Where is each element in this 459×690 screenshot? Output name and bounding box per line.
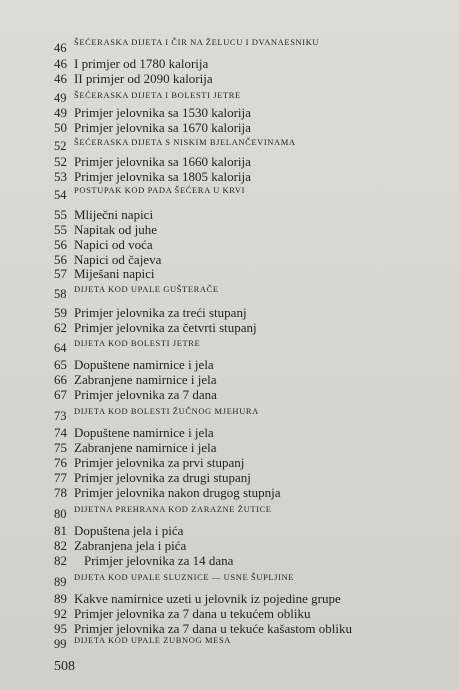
toc-page-number: 92 (54, 606, 67, 621)
toc-page-number: 46 (54, 56, 67, 71)
toc-page-number: 82 (54, 553, 67, 568)
toc-heading-text: DIJETA KOD BOLESTI JETRE (74, 338, 201, 348)
toc-entry-text: Primjer jelovnika sa 1805 kalorija (74, 169, 251, 184)
toc-entry-text: Primjer jelovnika sa 1660 kalorija (74, 154, 251, 169)
toc-entry-text: Napitak od juhe (74, 222, 158, 237)
toc-page-number: 53 (54, 169, 67, 184)
toc-heading-text: DIJETA KOD UPALE GUŠTERAČE (74, 284, 219, 294)
toc-entry-text: Mliječni napici (74, 207, 154, 222)
toc-heading-text: DIJETA KOD UPALE SLUZNICE — USNE ŠUPLJINE (74, 572, 295, 582)
toc-page-number: 75 (54, 440, 67, 455)
toc-entry-text: Primjer jelovnika za 7 dana u tekuće kašastom obliku (74, 621, 352, 636)
toc-page-number: 46 (54, 71, 67, 86)
toc-page-number: 89 (54, 575, 67, 589)
toc-heading-text: POSTUPAK KOD PADA ŠEĆERA U KRVI (74, 185, 246, 195)
toc-page-number: 54 (54, 188, 67, 202)
toc-page-number: 81 (54, 523, 67, 538)
toc-entry-text: Dopuštena jela i pića (74, 523, 184, 538)
toc-heading-text: DIJETA KOD BOLESTI ŽUČNOG MJEHURA (74, 406, 259, 416)
toc-page-number: 49 (54, 91, 67, 105)
toc-heading-text: ŠEĆERASKA DIJETA I ČIR NA ŽELUCU I DVANAESNIKU (74, 37, 320, 47)
toc-entry-text: Primjer jelovnika za treći stupanj (74, 305, 247, 320)
toc-entry-text: Primjer jelovnika za 7 dana (74, 387, 217, 402)
toc-entry-text: Napici od čajeva (74, 252, 162, 267)
toc-page-number: 55 (54, 222, 67, 237)
toc-page-number: 57 (54, 266, 67, 281)
toc-page-number: 89 (54, 591, 67, 606)
toc-page-number: 49 (54, 105, 67, 120)
toc-page-number: 52 (54, 139, 67, 153)
toc-entry-text: I primjer od 1780 kalorija (74, 56, 209, 71)
toc-entry-text: Primjer jelovnika za 14 dana (84, 553, 234, 568)
toc-entry-text: Napici od voća (74, 237, 153, 252)
toc-page-number: 62 (54, 320, 67, 335)
toc-entry-text: Primjer jelovnika nakon drugog stupnja (74, 485, 281, 500)
toc-entry-text: Primjer jelovnika sa 1670 kalorija (74, 120, 251, 135)
toc-page-number: 66 (54, 372, 67, 387)
toc-heading-text: ŠEĆERASKA DIJETA I BOLESTI JETRE (74, 90, 241, 100)
toc-page-number: 95 (54, 621, 67, 636)
toc-page-number: 58 (54, 287, 67, 301)
toc-page-number: 78 (54, 485, 67, 500)
toc-entry-text: Kakve namirnice uzeti u jelovnik iz pojedine grupe (74, 591, 341, 606)
toc-entry-text: Zabranjene namirnice i jela (74, 440, 217, 455)
toc-entry-text: II primjer od 2090 kalorija (74, 71, 213, 86)
toc-page-number: 82 (54, 538, 67, 553)
toc-page-number: 76 (54, 455, 67, 470)
toc-page-number: 55 (54, 207, 67, 222)
toc-entry-text: Zabranjena jela i pića (74, 538, 187, 553)
toc-entry-text: Dopuštene namirnice i jela (74, 357, 214, 372)
toc-page-number: 52 (54, 154, 67, 169)
toc-entry-text: Primjer jelovnika za 7 dana u tekućem obliku (74, 606, 311, 621)
toc-page-number: 65 (54, 357, 67, 372)
toc-page-number: 50 (54, 120, 67, 135)
toc-heading-text: DIJETA KOD UPALE ZUBNOG MESA (74, 635, 232, 645)
toc-entry-text: Dopuštene namirnice i jela (74, 425, 214, 440)
toc-page-number: 77 (54, 470, 67, 485)
toc-page-number: 59 (54, 305, 67, 320)
toc-entry-text: Primjer jelovnika sa 1530 kalorija (74, 105, 251, 120)
toc-heading-text: ŠEĆERASKA DIJETA S NISKIM BJELANČEVINAMA (74, 137, 296, 147)
toc-entry-text: Primjer jelovnika za prvi stupanj (74, 455, 245, 470)
toc-page-number: 64 (54, 341, 67, 355)
toc-entry-text: Primjer jelovnika za četvrti stupanj (74, 320, 257, 335)
toc-entry-text: Primjer jelovnika za drugi stupanj (74, 470, 251, 485)
toc-page-number: 46 (54, 41, 67, 55)
page-number: 508 (54, 659, 75, 674)
toc-heading-text: DIJETNA PREHRANA KOD ZARAZNE ŽUTICE (74, 504, 272, 514)
toc-page-number: 56 (54, 252, 67, 267)
toc-entry-text: Miješani napici (74, 266, 155, 281)
toc-page-number: 80 (54, 507, 67, 521)
toc-page-number: 99 (54, 637, 67, 651)
toc-page-number: 56 (54, 237, 67, 252)
toc-page-number: 73 (54, 409, 67, 423)
toc-page-number: 74 (54, 425, 67, 440)
toc-page-number: 67 (54, 387, 67, 402)
toc-entry-text: Zabranjene namirnice i jela (74, 372, 217, 387)
